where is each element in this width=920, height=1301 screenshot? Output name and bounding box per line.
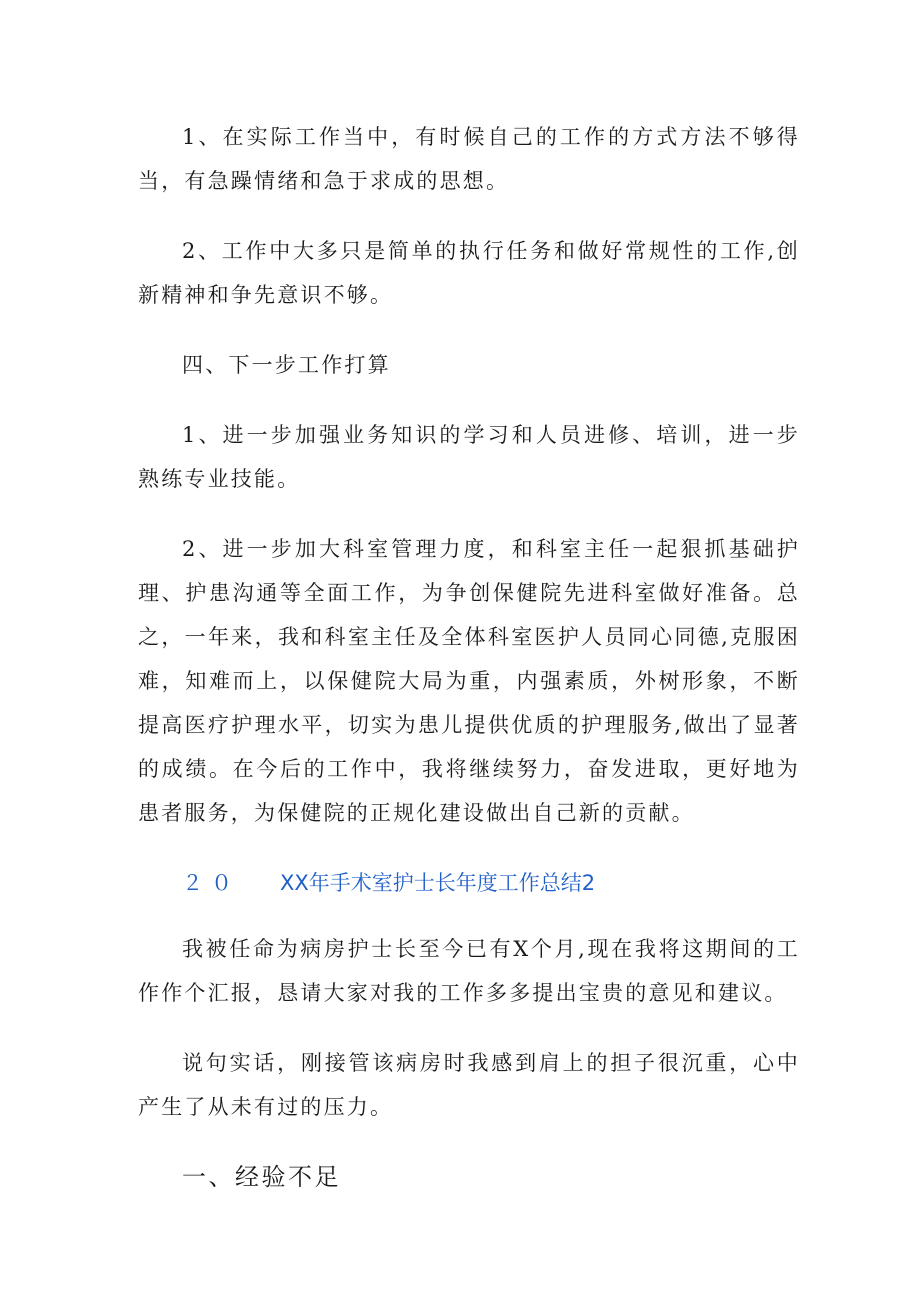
section-one-heading: 一、经验不足 [182,1163,341,1191]
paragraph-intro-1: 我被任命为病房护士长至今已有X个月,现在我将这期间的工作作个汇报，恳请大家对我的工作多多提出宝贵的意见和建议。 [138,937,800,1005]
title-year-prefix: ２０ [182,871,240,895]
paragraph-problem-1: 1、在实际工作当中，有时候自己的工作的方式方法不够得当，有急躁情绪和急于求成的思想。 [138,125,800,193]
section-four-heading: 四、下一步工作打算 [182,353,391,377]
paragraph-problem-2: 2、工作中大多只是简单的执行任务和做好常规性的工作,创新精神和争先意识不够。 [138,239,800,307]
document-title [138,861,800,905]
title-text: XX年手术室护士长年度工作总结2 [280,871,596,895]
paragraph-plan-1: 1、进一步加强业务知识的学习和人员进修、培训，进一步熟练专业技能。 [138,423,800,491]
paragraph-plan-2: 2、进一步加大科室管理力度，和科室主任一起狠抓基础护理、护患沟通等全面工作，为争创保健院先进科室做好准备。总之，一年来，我和科室主任及全体科室医护人员同心同德,克服困难，知难而上，以保健院大局为重，内强素质，外树形象，不断提高医疗护理水平，切实为患儿提供优质的护理服务,做出了显著的成绩。在今后的工作中，我将继续努力，奋发进取，更好地为患者服务，为保健院的正规化建设做出自己新的贡献。 [138,537,800,825]
paragraph-intro-2: 说句实话，刚接管该病房时我感到肩上的担子很沉重，心中产生了从未有过的压力。 [138,1051,800,1119]
